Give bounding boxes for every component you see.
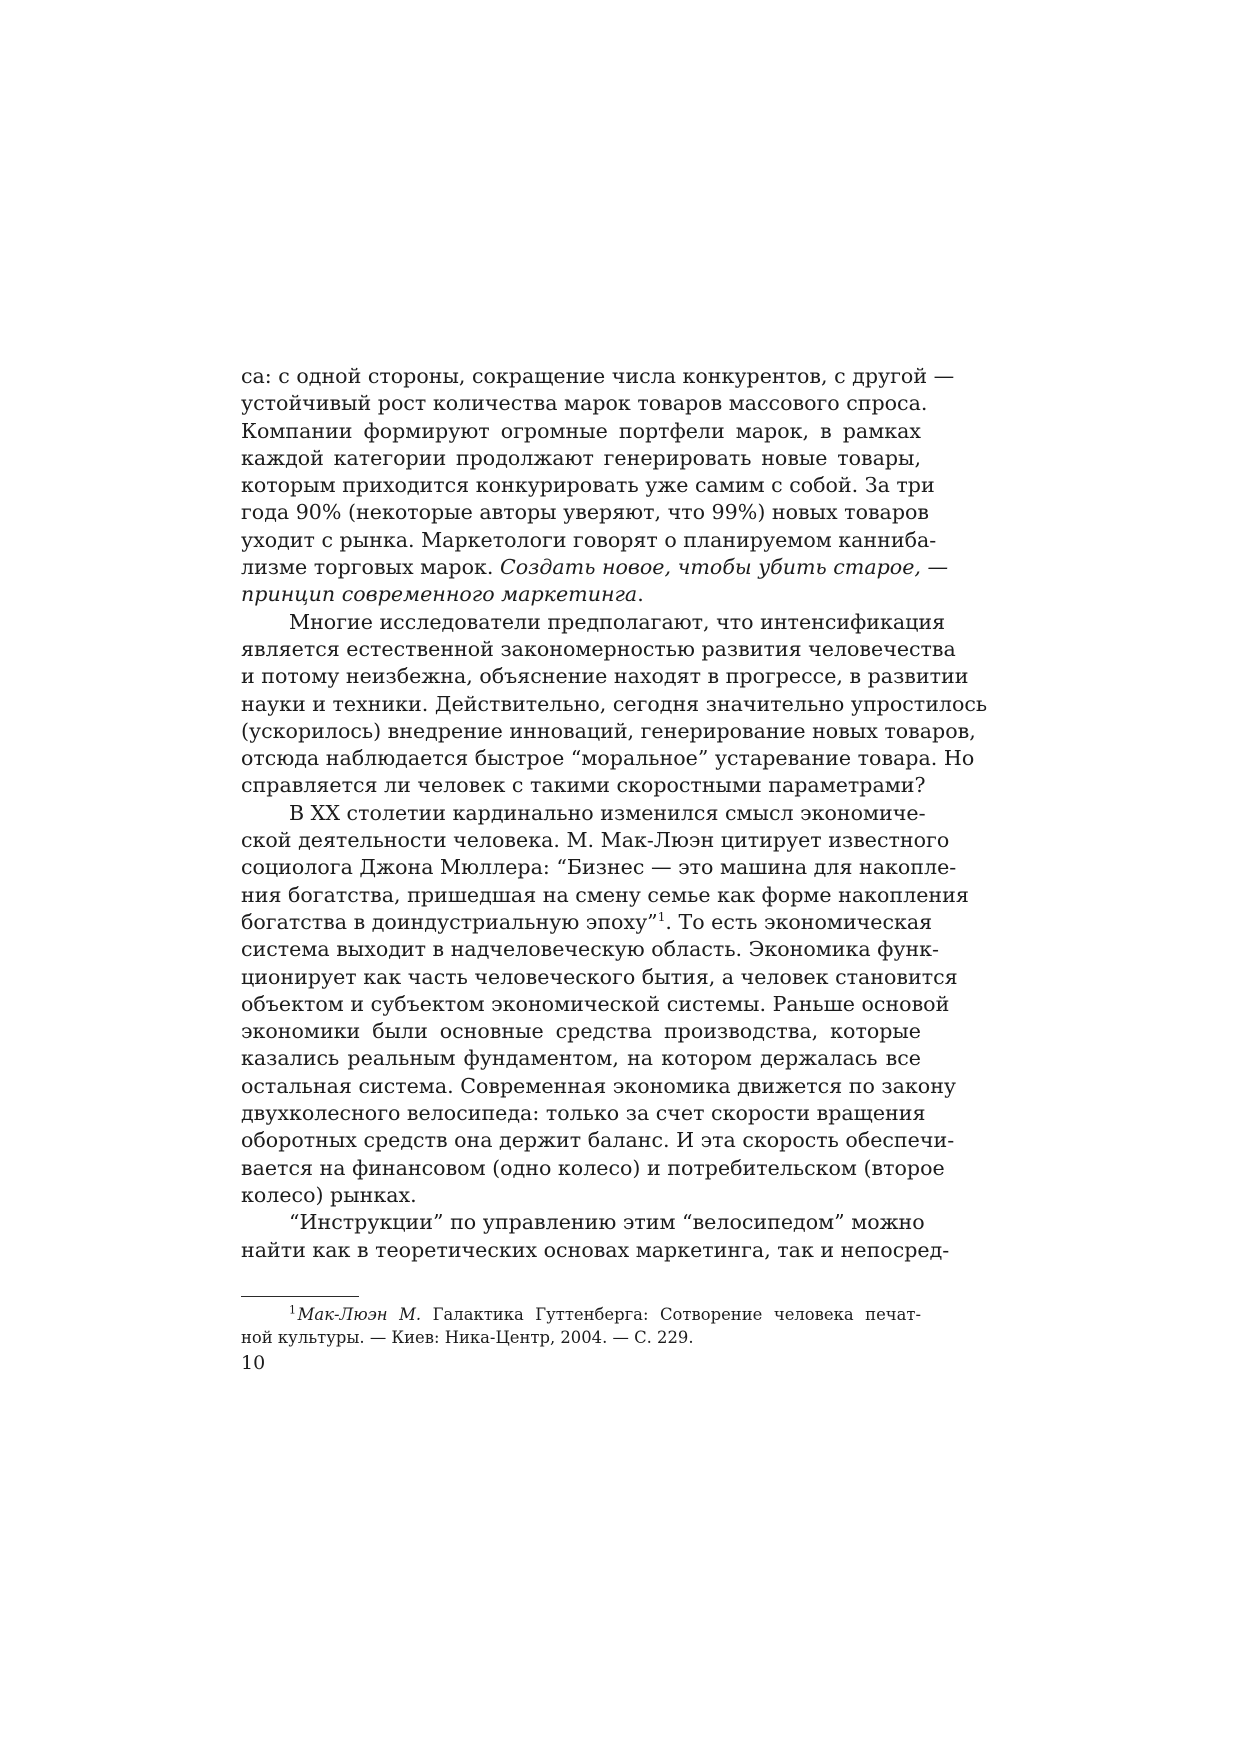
footnote-author: Мак-Люэн М. <box>297 1305 422 1324</box>
page-number: 10 <box>241 1352 266 1374</box>
text-line: двухколесного велосипеда: только за счет скорости вращения <box>241 1101 926 1126</box>
footnote-marker: 1 <box>657 910 666 925</box>
footnote <box>241 1304 921 1349</box>
text-line: (ускорилось) внедрение инноваций, генерирование новых товаров, <box>241 718 976 743</box>
paragraph-2 <box>241 609 988 800</box>
paragraph-3 <box>241 800 969 1209</box>
text-line: В XX столетии кардинально изменился смысл экономиче- <box>289 800 926 825</box>
text-line: казались реальным фундаментом, на котором держалась все <box>241 1046 921 1071</box>
paragraph-1 <box>241 363 955 609</box>
text-line: устойчивый рост количества марок товаров массового спроса. <box>241 391 928 416</box>
text-line: колесо) рынках. <box>241 1182 417 1207</box>
text-line: и потому неизбежна, объяснение находят в прогрессе, в развитии <box>241 664 969 689</box>
text-run: . То есть экономическая <box>665 909 933 934</box>
text-line: является естественной закономерностью развития человечества <box>241 636 956 661</box>
footnote-line: ной культуры. — Киев: Ника-Центр, 2004. — С. 229. <box>241 1327 694 1347</box>
text-line: уходит с рынка. Маркетологи говорят о планируемом канниба- <box>241 527 937 552</box>
text-line: са: с одной стороны, сокращение числа конкурентов, с другой — <box>241 364 955 388</box>
footnote-title: Галактика Гуттенберга: Сотворение человека печат- <box>421 1305 921 1324</box>
text-line: объектом и субъектом экономической системы. Раньше основой <box>241 991 950 1016</box>
text-run: . <box>637 582 644 607</box>
text-line: вается на финансовом (одно колесо) и потребительском (второе <box>241 1155 945 1180</box>
text-line <box>241 581 921 608</box>
footnote-line <box>241 1304 921 1327</box>
italic-quote: принцип современного маркетинга <box>241 582 638 607</box>
footnote-number: 1 <box>289 1303 296 1317</box>
footnote-divider <box>241 1296 359 1297</box>
text-line: каждой категории продолжают генерировать новые товары, <box>241 445 921 470</box>
text-line: найти как в теоретических основах маркетинга, так и непосред- <box>241 1237 950 1262</box>
text-line: года 90% (некоторые авторы уверяют, что 99%) новых товаров <box>241 500 930 525</box>
text-line: “Инструкции” по управлению этим “велосипедом” можно <box>289 1210 925 1235</box>
text-line: экономики были основные средства производства, которые <box>241 1019 921 1044</box>
text-run: лизме торговых марок. <box>241 555 500 580</box>
text-line <box>241 909 933 936</box>
paragraph-4 <box>241 1209 950 1264</box>
text-line: ской деятельности человека. М. Мак-Люэн цитирует известного <box>241 828 950 853</box>
text-line: науки и техники. Действительно, сегодня значительно упростилось <box>241 691 988 716</box>
text-line: ния богатства, пришедшая на смену семье как форме накопления <box>241 882 969 907</box>
text-line: социолога Джона Мюллера: “Бизнес — это машина для накопле- <box>241 855 957 880</box>
text-line: ционирует как часть человеческого бытия, а человек становится <box>241 964 958 989</box>
body-text <box>241 363 988 1264</box>
text-line: оборотных средств она держит баланс. И эта скорость обеспечи- <box>241 1128 955 1153</box>
text-line: отсюда наблюдается быстрое “моральное” устаревание товара. Но <box>241 746 975 771</box>
text-run: богатства в доиндустриальную эпоху” <box>241 909 658 934</box>
text-line: которым приходится конкурировать уже самим с собой. За три <box>241 473 935 498</box>
text-line: система выходит в надчеловеческую область. Экономика функ- <box>241 937 940 962</box>
text-line: Компании формируют огромные портфели марок, в рамках <box>241 418 921 443</box>
italic-quote: Создать новое, чтобы убить старое, — <box>499 555 949 580</box>
text-line: справляется ли человек с такими скоростными параметрами? <box>241 773 926 798</box>
text-line: Многие исследователи предполагают, что интенсификация <box>289 609 946 634</box>
text-line: остальная система. Современная экономика движется по закону <box>241 1073 957 1098</box>
text-line <box>241 554 949 581</box>
